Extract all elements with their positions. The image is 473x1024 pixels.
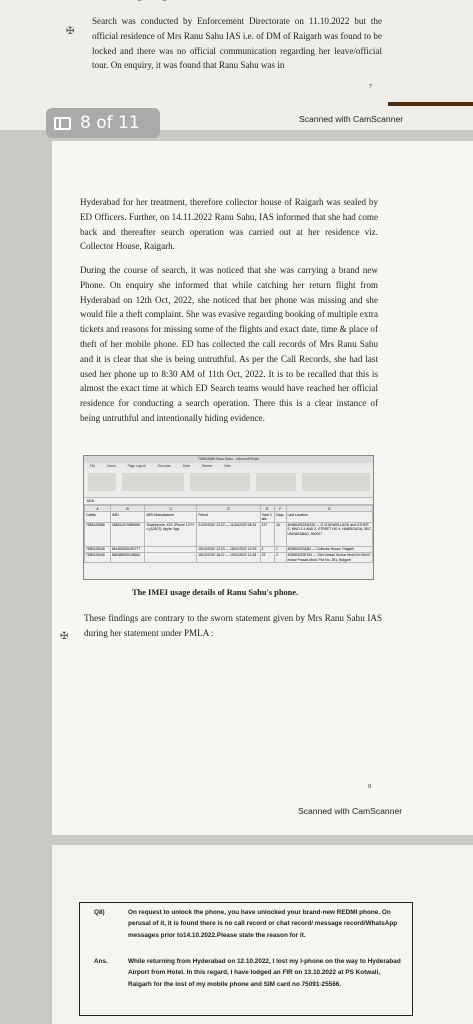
camscanner-watermark-8: Scanned with CamScanner	[298, 806, 403, 816]
excel-tab: Page Layout	[127, 464, 146, 468]
table-cell: Smartphone, iOS, iPhone 12 Pro (A2407), Apple, App	[145, 522, 197, 546]
table-cell: 865388050105552	[110, 552, 145, 562]
table-cell: 405864902ADA30 — G.VIJAYAVILLAGE and OTHERS, MNO 3-1 AND 2, STREET NO 4, HABSIGUDA, SECUNDARABAD, 500007	[286, 522, 372, 546]
pages-icon	[54, 117, 71, 130]
col-letter: C	[145, 506, 197, 512]
table-cell: 405863023F531 — Shri Umesh Kumar Modi S/o Shri Keshav Prasad Modi, Plot No. 281, Raigarh	[287, 553, 371, 562]
page-7-number: 7	[369, 84, 372, 90]
table-cell	[145, 552, 197, 562]
table-cell: 137	[260, 522, 274, 546]
excel-name-box: M15	[84, 498, 373, 505]
excel-title: 758512586 Ranu Sahu - Microsoft Excel	[84, 456, 373, 463]
col-letter: F	[275, 506, 287, 512]
header-cell: Last Location	[286, 512, 372, 522]
table-row	[85, 522, 373, 546]
figure-caption: The IMEI usage details of Ranu Sahu's phone.	[132, 588, 299, 597]
table-cell: 18/10/2022 18:27 — 19/10/2022 11:28	[197, 552, 260, 562]
header-cell: Days	[275, 512, 287, 522]
page-8-paragraph-1: Hyderabad for her treatment, therefore collector house of Raigarh was sealed by ED Officers. Further, on 14.11.2022 Ranu Sahu, IAS informed that she had come back and thereafter search operation was carried out at her residence viz. Collector House, Raigarh.	[80, 197, 378, 252]
question-text: On request to unlock the phone, you have unlocked your brand-new REDMI phone. On perusal of it, it is found there is no call record or chat record/ message record/WhatsApp messages prior to14.10.2022.Please state the reason for it.	[128, 909, 398, 939]
page-8-paragraph-2: During the course of search, it was noticed that she was carrying a brand new Phone. On enquiry she informed that while catching her return flight from Hyderabad on 12th Oct, 2022, she noticed that her phone was missing and she would file a theft complaint. She was evasive regarding booking of multiple extra tickets and reasons for missing some of the flights and exact date, time & place of theft of her mobile phone. ED has collected the call records of Mrs Ranu Sahu and it is clear that she is being untruthful. As per the Call Records, she had last used her phone up to 8:30 AM of 11th Oct, 2022. It is to be recalled that this is almost the exact time at which ED Search teams would have reached her official residence for conducting a search operation. There this is a clear instance of being untruthful and intentionally hiding evidence.	[80, 265, 378, 423]
table-cell: 16	[275, 522, 287, 546]
excel-screenshot	[83, 455, 374, 580]
header-cell: CallNo	[85, 512, 111, 522]
table-cell: 358611074985585	[110, 522, 145, 546]
table-cell: 1	[260, 546, 274, 552]
col-letter: E	[260, 506, 274, 512]
col-letter: A	[85, 506, 111, 512]
excel-tab: View	[224, 464, 231, 468]
margin-mark: ✠	[66, 26, 75, 37]
question-label: Q8)	[94, 909, 105, 916]
page-7-paragraph: Search was conducted by Enforcement Directorate on 11.10.2022 but the official residence of Mrs Ranu Sahu IAS i.e. of DM of Raigarh was found to be locked and there was no official communication regarding her leave/official tour. On enquiry, it was found that Ranu Sahu was in	[92, 16, 382, 71]
camscanner-watermark-7: Scanned with CamScanner	[299, 114, 404, 124]
col-letter: G	[286, 506, 372, 512]
header-cell: Period	[197, 512, 260, 522]
margin-mark-2: ✠	[60, 631, 69, 642]
answer-label: Ans.	[94, 958, 108, 965]
page-indicator[interactable]	[46, 108, 160, 138]
header-cell: IMEI	[110, 512, 145, 522]
page-8-number: 8	[368, 784, 371, 790]
page-indicator-label: 8 of 11	[80, 113, 140, 133]
table-cell: 7589125046	[85, 552, 111, 562]
statement-box	[79, 902, 413, 1016]
table-cell: 1	[275, 546, 287, 552]
table-cell: 2	[275, 552, 287, 562]
col-letter: D	[197, 506, 260, 512]
answer-text: While returning from Hyderabad on 12.10.2022, I lost my I-phone on the way to Hyderabad Airport from Hotel. In this regard, I have lodged an FIR on 13.10.2022 at PS Kotwali, Raigarh for the lost of my mobile phone and SIM card no 75091-25566.	[128, 958, 401, 988]
table-cell: 861894055290777	[110, 546, 145, 552]
table-row	[85, 552, 373, 562]
page-header-fragment	[120, 0, 225, 5]
excel-tab: Review	[201, 464, 213, 468]
table-cell: 21/09/2022 12:22 — 11/10/2022 08:34	[197, 522, 260, 546]
table-cell: 7589125046	[85, 546, 111, 552]
header-cell: IMEI Manufacturer	[145, 512, 197, 522]
excel-tab: Formulas	[157, 464, 171, 468]
page-8-paragraph-3: These findings are contrary to the sworn statement given by Mrs Ranu Sahu IAS during her statement under PMLA :	[84, 613, 382, 638]
header-cell: Total Calls	[260, 512, 274, 522]
excel-tab: Home	[107, 464, 116, 468]
table-cell: 22	[260, 552, 274, 562]
col-letter: B	[110, 506, 145, 512]
table-header-row	[85, 512, 373, 522]
table-cell: 18/10/2022 12:03 — 18/10/2022 12:03	[197, 546, 260, 552]
excel-tab: Data	[182, 464, 190, 468]
excel-tab: File	[90, 464, 96, 468]
table-cell: 405863023AD0 — Collector House, Raigarh	[286, 546, 372, 552]
page-edge-shadow	[388, 102, 473, 106]
table-cell: 7585125586	[85, 522, 111, 546]
imei-table	[84, 505, 373, 563]
excel-ribbon	[84, 469, 373, 498]
